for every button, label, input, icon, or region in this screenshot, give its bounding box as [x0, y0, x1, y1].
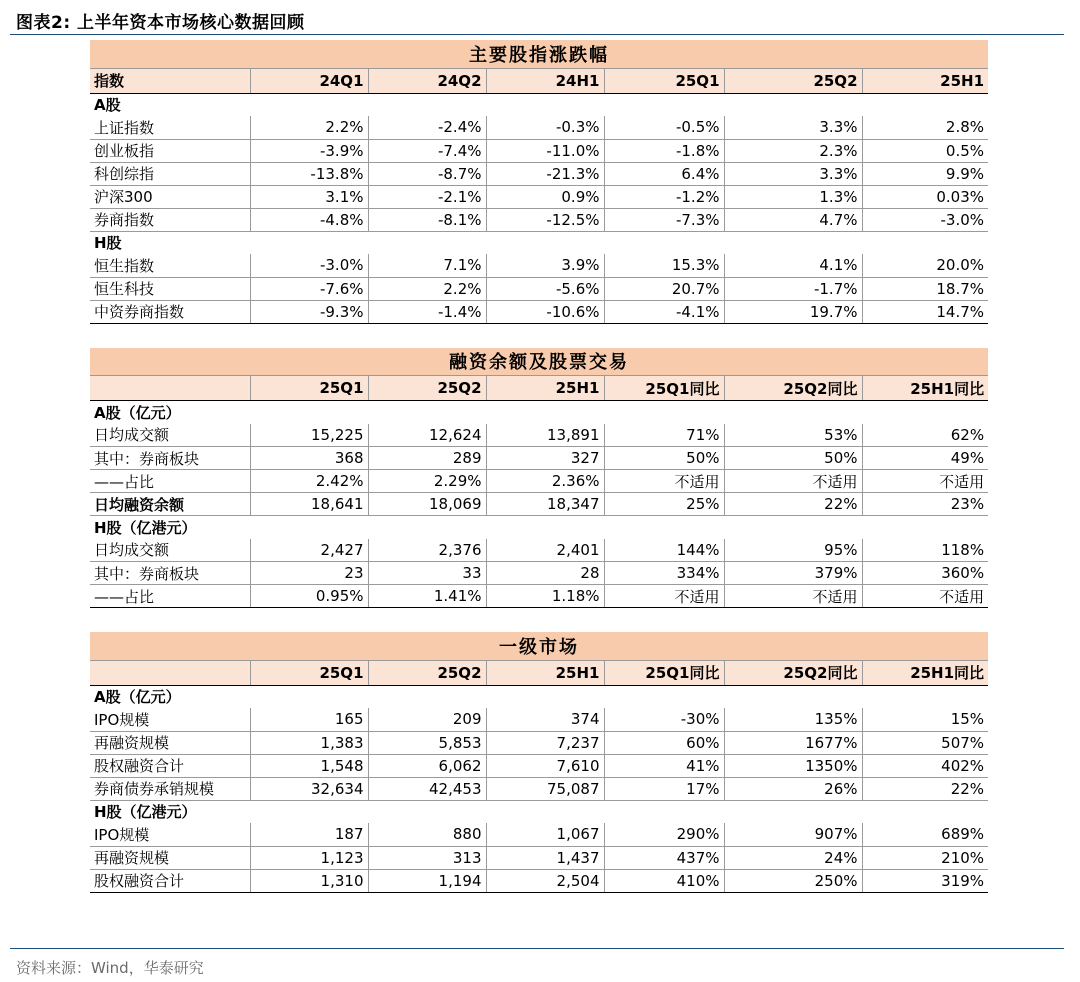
value-cell: -9.3% [250, 300, 368, 323]
value-cell: 9.9% [862, 162, 988, 185]
column-header: 25H1 [862, 68, 988, 93]
empty-cell [604, 231, 724, 254]
column-header: 25H1 [486, 376, 604, 401]
value-cell: -11.0% [486, 139, 604, 162]
row-label: 上证指数 [90, 116, 250, 139]
row-label: 恒生指数 [90, 254, 250, 277]
value-cell: 135% [724, 708, 862, 731]
empty-cell [486, 800, 604, 823]
value-cell: 2.8% [862, 116, 988, 139]
value-cell: 250% [724, 869, 862, 892]
value-cell: -1.7% [724, 277, 862, 300]
group-label-row [90, 685, 988, 708]
row-label: 日均融资余额 [90, 493, 250, 516]
value-cell: 49% [862, 447, 988, 470]
value-cell: -12.5% [486, 208, 604, 231]
value-cell: 71% [604, 424, 724, 447]
value-cell: 290% [604, 823, 724, 846]
value-cell: -1.8% [604, 139, 724, 162]
value-cell: 26% [724, 777, 862, 800]
value-cell: 907% [724, 823, 862, 846]
value-cell: 3.3% [724, 162, 862, 185]
value-cell: 2.2% [250, 116, 368, 139]
value-cell: 1,067 [486, 823, 604, 846]
value-cell: -7.4% [368, 139, 486, 162]
value-cell: 15,225 [250, 424, 368, 447]
row-label: ——占比 [90, 470, 250, 493]
empty-cell [604, 516, 724, 539]
value-cell: 2.29% [368, 470, 486, 493]
empty-cell [724, 231, 862, 254]
value-cell: 2.42% [250, 470, 368, 493]
column-header: 25Q1 [250, 376, 368, 401]
empty-cell [486, 685, 604, 708]
group-label: A股（亿元） [94, 403, 181, 422]
group-label-row [90, 401, 988, 424]
empty-cell [486, 93, 604, 116]
value-cell: -2.1% [368, 185, 486, 208]
empty-cell [724, 401, 862, 424]
empty-cell [862, 401, 988, 424]
table-row [90, 869, 988, 892]
value-cell: 2,427 [250, 539, 368, 562]
column-header: 24Q2 [368, 68, 486, 93]
header-row [90, 376, 988, 401]
section-title-row [90, 348, 988, 376]
value-cell: 209 [368, 708, 486, 731]
value-cell: 22% [862, 777, 988, 800]
empty-cell [250, 401, 368, 424]
value-cell: 18,347 [486, 493, 604, 516]
source-note: 资料来源：Wind，华泰研究 [16, 959, 204, 977]
value-cell: 4.7% [724, 208, 862, 231]
row-label: 日均成交额 [90, 539, 250, 562]
value-cell: 18.7% [862, 277, 988, 300]
table-row [90, 116, 988, 139]
empty-cell [604, 685, 724, 708]
value-cell: 不适用 [862, 470, 988, 493]
value-cell: 20.0% [862, 254, 988, 277]
value-cell: -8.7% [368, 162, 486, 185]
row-label: 股权融资合计 [90, 869, 250, 892]
empty-cell [250, 800, 368, 823]
value-cell: 507% [862, 731, 988, 754]
value-cell: -10.6% [486, 300, 604, 323]
section-title-row [90, 40, 988, 68]
value-cell: 880 [368, 823, 486, 846]
value-cell: 1,548 [250, 754, 368, 777]
value-cell: 不适用 [862, 585, 988, 608]
value-cell: -0.5% [604, 116, 724, 139]
value-cell: 1.41% [368, 585, 486, 608]
value-cell: 368 [250, 447, 368, 470]
value-cell: 7,237 [486, 731, 604, 754]
group-label-row [90, 231, 988, 254]
table-row [90, 254, 988, 277]
value-cell: 15% [862, 708, 988, 731]
value-cell: 1677% [724, 731, 862, 754]
value-cell: -1.4% [368, 300, 486, 323]
value-cell: -8.1% [368, 208, 486, 231]
header-row [90, 68, 988, 93]
primary-market-table [90, 632, 988, 893]
value-cell: 不适用 [604, 585, 724, 608]
empty-cell [604, 401, 724, 424]
table-row [90, 447, 988, 470]
value-cell: 20.7% [604, 277, 724, 300]
value-cell: 42,453 [368, 777, 486, 800]
value-cell: -7.6% [250, 277, 368, 300]
column-header [90, 376, 250, 401]
empty-cell [486, 231, 604, 254]
value-cell: 402% [862, 754, 988, 777]
column-header: 25H1 [486, 660, 604, 685]
table-row [90, 823, 988, 846]
value-cell: 14.7% [862, 300, 988, 323]
value-cell: 0.03% [862, 185, 988, 208]
value-cell: 75,087 [486, 777, 604, 800]
empty-cell [250, 685, 368, 708]
value-cell: -21.3% [486, 162, 604, 185]
value-cell: 313 [368, 846, 486, 869]
value-cell: -30% [604, 708, 724, 731]
value-cell: 7,610 [486, 754, 604, 777]
column-header: 25Q2同比 [724, 376, 862, 401]
value-cell: 334% [604, 562, 724, 585]
value-cell: -1.2% [604, 185, 724, 208]
table-row [90, 300, 988, 323]
empty-cell [486, 516, 604, 539]
value-cell: -4.1% [604, 300, 724, 323]
value-cell: 13,891 [486, 424, 604, 447]
value-cell: 23 [250, 562, 368, 585]
group-label: H股（亿港元） [94, 518, 197, 537]
value-cell: 327 [486, 447, 604, 470]
value-cell: 6,062 [368, 754, 486, 777]
value-cell: 2.2% [368, 277, 486, 300]
value-cell: 360% [862, 562, 988, 585]
empty-cell [862, 516, 988, 539]
value-cell: 2.36% [486, 470, 604, 493]
row-label: 其中：券商板块 [90, 447, 250, 470]
column-header: 24H1 [486, 68, 604, 93]
value-cell: 33 [368, 562, 486, 585]
value-cell: 1,310 [250, 869, 368, 892]
value-cell: 210% [862, 846, 988, 869]
empty-cell [368, 800, 486, 823]
column-header: 25H1同比 [862, 660, 988, 685]
column-header: 24Q1 [250, 68, 368, 93]
section-title-row [90, 632, 988, 660]
value-cell: 不适用 [604, 470, 724, 493]
table-row [90, 185, 988, 208]
column-header: 25Q2 [368, 660, 486, 685]
value-cell: -13.8% [250, 162, 368, 185]
value-cell: 1,383 [250, 731, 368, 754]
value-cell: 1,123 [250, 846, 368, 869]
group-label: A股 [94, 96, 121, 115]
empty-cell [368, 516, 486, 539]
top-rule [10, 34, 1064, 35]
empty-cell [604, 800, 724, 823]
value-cell: 5,853 [368, 731, 486, 754]
column-header [90, 660, 250, 685]
value-cell: 17% [604, 777, 724, 800]
value-cell: 12,624 [368, 424, 486, 447]
value-cell: 165 [250, 708, 368, 731]
row-label: 再融资规模 [90, 731, 250, 754]
value-cell: 19.7% [724, 300, 862, 323]
row-label: 再融资规模 [90, 846, 250, 869]
empty-cell [724, 685, 862, 708]
table-row [90, 139, 988, 162]
empty-cell [250, 231, 368, 254]
value-cell: 289 [368, 447, 486, 470]
column-header: 25Q2 [724, 68, 862, 93]
value-cell: 不适用 [724, 585, 862, 608]
value-cell: 2,376 [368, 539, 486, 562]
value-cell: 144% [604, 539, 724, 562]
value-cell: 18,641 [250, 493, 368, 516]
value-cell: 3.1% [250, 185, 368, 208]
value-cell: 4.1% [724, 254, 862, 277]
empty-cell [724, 800, 862, 823]
value-cell: -7.3% [604, 208, 724, 231]
value-cell: 379% [724, 562, 862, 585]
empty-cell [250, 93, 368, 116]
group-label-row [90, 800, 988, 823]
row-label: 恒生科技 [90, 277, 250, 300]
value-cell: 不适用 [724, 470, 862, 493]
empty-cell [368, 401, 486, 424]
empty-cell [862, 231, 988, 254]
empty-cell [368, 231, 486, 254]
value-cell: 1350% [724, 754, 862, 777]
column-header: 25Q1 [250, 660, 368, 685]
empty-cell [724, 93, 862, 116]
value-cell: 319% [862, 869, 988, 892]
section-title: 一级市场 [90, 632, 988, 660]
row-label: IPO规模 [90, 823, 250, 846]
value-cell: -5.6% [486, 277, 604, 300]
column-header: 25Q1 [604, 68, 724, 93]
value-cell: 32,634 [250, 777, 368, 800]
table-row [90, 424, 988, 447]
column-header: 25Q2同比 [724, 660, 862, 685]
table-row [90, 493, 988, 516]
value-cell: -4.8% [250, 208, 368, 231]
header-row [90, 660, 988, 685]
group-label: A股（亿元） [94, 688, 181, 707]
figure-title: 图表2: 上半年资本市场核心数据回顾 [16, 13, 305, 33]
empty-cell [862, 685, 988, 708]
section-title: 融资余额及股票交易 [90, 348, 988, 376]
row-label: 创业板指 [90, 139, 250, 162]
row-label: 股权融资合计 [90, 754, 250, 777]
empty-cell [368, 93, 486, 116]
row-label: IPO规模 [90, 708, 250, 731]
table-row [90, 846, 988, 869]
group-label: H股 [94, 234, 122, 253]
value-cell: 0.9% [486, 185, 604, 208]
row-label: 中资券商指数 [90, 300, 250, 323]
value-cell: 60% [604, 731, 724, 754]
value-cell: 1,437 [486, 846, 604, 869]
value-cell: -3.9% [250, 139, 368, 162]
empty-cell [250, 516, 368, 539]
bottom-rule [10, 948, 1064, 949]
empty-cell [486, 401, 604, 424]
empty-cell [604, 93, 724, 116]
value-cell: 28 [486, 562, 604, 585]
table-row [90, 777, 988, 800]
value-cell: 22% [724, 493, 862, 516]
column-header: 指数 [90, 68, 250, 93]
value-cell: 2.3% [724, 139, 862, 162]
table-row [90, 539, 988, 562]
value-cell: 1,194 [368, 869, 486, 892]
value-cell: 0.95% [250, 585, 368, 608]
row-label: 日均成交额 [90, 424, 250, 447]
row-label: 沪深300 [90, 185, 250, 208]
value-cell: 53% [724, 424, 862, 447]
value-cell: 95% [724, 539, 862, 562]
margin-trading-table [90, 348, 988, 609]
table-row [90, 708, 988, 731]
column-header: 25Q1同比 [604, 660, 724, 685]
table-row [90, 208, 988, 231]
value-cell: -3.0% [250, 254, 368, 277]
table-row [90, 162, 988, 185]
value-cell: -3.0% [862, 208, 988, 231]
empty-cell [862, 93, 988, 116]
value-cell: 41% [604, 754, 724, 777]
value-cell: 25% [604, 493, 724, 516]
value-cell: 0.5% [862, 139, 988, 162]
table-row [90, 754, 988, 777]
table-row [90, 277, 988, 300]
value-cell: 18,069 [368, 493, 486, 516]
value-cell: 2,504 [486, 869, 604, 892]
table-row [90, 731, 988, 754]
row-label: 其中：券商板块 [90, 562, 250, 585]
table-row [90, 470, 988, 493]
value-cell: 50% [724, 447, 862, 470]
value-cell: -2.4% [368, 116, 486, 139]
value-cell: 24% [724, 846, 862, 869]
value-cell: 50% [604, 447, 724, 470]
empty-cell [368, 685, 486, 708]
value-cell: 410% [604, 869, 724, 892]
value-cell: 1.3% [724, 185, 862, 208]
column-header: 25H1同比 [862, 376, 988, 401]
group-label-row [90, 516, 988, 539]
value-cell: 23% [862, 493, 988, 516]
value-cell: 15.3% [604, 254, 724, 277]
group-label: H股（亿港元） [94, 803, 197, 822]
value-cell: 374 [486, 708, 604, 731]
row-label: ——占比 [90, 585, 250, 608]
row-label: 券商债券承销规模 [90, 777, 250, 800]
column-header: 25Q2 [368, 376, 486, 401]
value-cell: 437% [604, 846, 724, 869]
row-label: 科创综指 [90, 162, 250, 185]
value-cell: 689% [862, 823, 988, 846]
index-change-table [90, 40, 988, 324]
table-row [90, 585, 988, 608]
group-label-row [90, 93, 988, 116]
value-cell: -0.3% [486, 116, 604, 139]
row-label: 券商指数 [90, 208, 250, 231]
value-cell: 3.3% [724, 116, 862, 139]
table-row [90, 562, 988, 585]
value-cell: 118% [862, 539, 988, 562]
column-header: 25Q1同比 [604, 376, 724, 401]
value-cell: 6.4% [604, 162, 724, 185]
value-cell: 7.1% [368, 254, 486, 277]
empty-cell [724, 516, 862, 539]
value-cell: 1.18% [486, 585, 604, 608]
value-cell: 2,401 [486, 539, 604, 562]
tables-wrapper [90, 40, 988, 893]
empty-cell [862, 800, 988, 823]
value-cell: 187 [250, 823, 368, 846]
value-cell: 62% [862, 424, 988, 447]
section-title: 主要股指涨跌幅 [90, 40, 988, 68]
value-cell: 3.9% [486, 254, 604, 277]
